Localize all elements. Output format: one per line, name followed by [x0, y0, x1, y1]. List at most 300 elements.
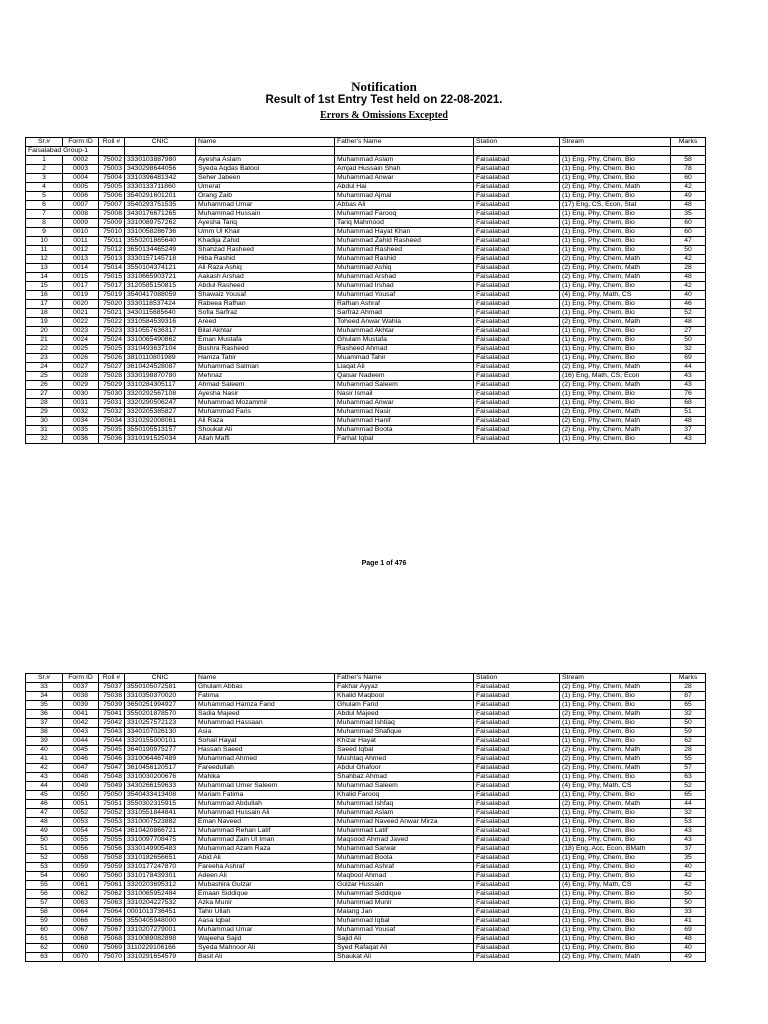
cell-marks: 57 [671, 764, 706, 773]
cell-cnic: 3550105513157 [125, 426, 196, 435]
group-row [26, 147, 706, 156]
cell-sr: 43 [26, 773, 63, 782]
table-row [26, 408, 706, 417]
cell-sr: 56 [26, 890, 63, 899]
cell-roll: 75020 [99, 300, 125, 309]
cell-father-name: Khalid Farooq [335, 791, 474, 800]
cell-marks: 42 [671, 881, 706, 890]
cell-roll: 75004 [99, 174, 125, 183]
cell-sr: 24 [26, 363, 63, 372]
cell-station: Faisalabad [474, 935, 560, 944]
cell-sr: 17 [26, 300, 63, 309]
cell-stream: (1) Eng, Phy, Chem, Bio [560, 327, 671, 336]
cell-marks: 40 [671, 944, 706, 953]
cell-cnic: 3610420866721 [125, 827, 196, 836]
cell-station: Faisalabad [474, 318, 560, 327]
cell-roll: 75058 [99, 854, 125, 863]
cell-cnic: 3310064467489 [125, 755, 196, 764]
cell-cnic: 3320290506247 [125, 399, 196, 408]
cell-sr: 59 [26, 917, 63, 926]
cell-father-name: Liaqat Ali [335, 363, 474, 372]
cell-stream: (1) Eng, Phy, Chem, Bio [560, 908, 671, 917]
cell-form-id: 0011 [63, 237, 99, 246]
cell-form-id: 0043 [63, 728, 99, 737]
cell-father-name: Shaukat Ali [335, 953, 474, 962]
table-row [26, 210, 706, 219]
cell-marks: 50 [671, 899, 706, 908]
cell-roll: 75046 [99, 755, 125, 764]
cell-sr: 63 [26, 953, 63, 962]
cell-marks: 28 [671, 683, 706, 692]
cell-cnic: 3310177247870 [125, 863, 196, 872]
cell-roll: 75002 [99, 156, 125, 165]
cell-form-id: 0027 [63, 363, 99, 372]
cell-marks: 65 [671, 701, 706, 710]
cell-father-name: Muhammad Arshad [335, 273, 474, 282]
cell-cnic: 3330118537424 [125, 300, 196, 309]
cell-stream: (1) Eng, Phy, Chem, Bio [560, 935, 671, 944]
cell-father-name: Muhammad Anwar [335, 174, 474, 183]
cell-father-name: Gulzar Hussain [335, 881, 474, 890]
cell-form-id: 0066 [63, 917, 99, 926]
cell-father-name: Muhammad Shafique [335, 728, 474, 737]
cell-station: Faisalabad [474, 926, 560, 935]
cell-name: Eman Mustafa [196, 336, 335, 345]
cell-stream: (1) Eng, Phy, Chem, Bio [560, 237, 671, 246]
cell-station: Faisalabad [474, 345, 560, 354]
cell-sr: 4 [26, 183, 63, 192]
cell-cnic: 3310396481342 [125, 174, 196, 183]
cell-stream: (1) Eng, Phy, Chem, Bio [560, 282, 671, 291]
cell-station: Faisalabad [474, 890, 560, 899]
table-row [26, 818, 706, 827]
column-header-name: Name [196, 674, 335, 683]
column-header-stream: Stream [560, 674, 671, 683]
cell-cnic: 3650251994927 [125, 701, 196, 710]
cell-form-id: 0038 [63, 692, 99, 701]
cell-father-name: Abbas Ali [335, 201, 474, 210]
cell-cnic: 3550104374121 [125, 264, 196, 273]
cell-father-name: Amjad Hussain Shah [335, 165, 474, 174]
cell-marks: 55 [671, 755, 706, 764]
cell-father-name: Khizar Hayat [335, 737, 474, 746]
table-row [26, 719, 706, 728]
cell-station: Faisalabad [474, 210, 560, 219]
cell-stream: (1) Eng, Phy, Chem, Bio [560, 737, 671, 746]
cell-roll: 75032 [99, 408, 125, 417]
cell-father-name: Mushtaq Ahmed [335, 755, 474, 764]
cell-cnic: 3310030200676 [125, 773, 196, 782]
cell-name: Muhammad Faris [196, 408, 335, 417]
cell-station: Faisalabad [474, 845, 560, 854]
cell-name: Rabeea Rafhan [196, 300, 335, 309]
cell-name: Hamza Tahir [196, 354, 335, 363]
cell-stream: (1) Eng, Phy, Chem, Bio [560, 863, 671, 872]
cell-stream: (1) Eng, Phy, Chem, Bio [560, 827, 671, 836]
cell-form-id: 0062 [63, 890, 99, 899]
cell-station: Faisalabad [474, 953, 560, 962]
cell-sr: 22 [26, 345, 63, 354]
cell-stream: (1) Eng, Phy, Chem, Bio [560, 890, 671, 899]
cell-station: Faisalabad [474, 228, 560, 237]
cell-marks: 63 [671, 773, 706, 782]
cell-station: Faisalabad [474, 255, 560, 264]
table-row [26, 764, 706, 773]
cell-name: Muhammad Umar [196, 201, 335, 210]
cell-name: Eman Naveed [196, 818, 335, 827]
cell-name: Mehnaz [196, 372, 335, 381]
cell-marks: 40 [671, 291, 706, 300]
cell-stream: (2) Eng, Phy, Chem, Math [560, 746, 671, 755]
cell-cnic: 3330198870780 [125, 372, 196, 381]
column-header-marks: Marks [671, 138, 706, 147]
cell-form-id: 0013 [63, 255, 99, 264]
cell-form-id: 0024 [63, 336, 99, 345]
cell-cnic: 3310584539316 [125, 318, 196, 327]
cell-sr: 53 [26, 863, 63, 872]
cell-stream: (1) Eng, Phy, Chem, Bio [560, 836, 671, 845]
table-row [26, 827, 706, 836]
table-row [26, 354, 706, 363]
cell-station: Faisalabad [474, 192, 560, 201]
cell-roll: 75050 [99, 791, 125, 800]
cell-sr: 10 [26, 237, 63, 246]
cell-cnic: 3610456120517 [125, 764, 196, 773]
cell-roll: 75006 [99, 192, 125, 201]
cell-name: Seher Jabeen [196, 174, 335, 183]
cell-name: Ayesha Tariq [196, 219, 335, 228]
cell-name: Areed [196, 318, 335, 327]
cell-cnic: 3320155000101 [125, 737, 196, 746]
cell-stream: (2) Eng, Phy, Chem, Math [560, 683, 671, 692]
cell-sr: 44 [26, 782, 63, 791]
cell-marks: 69 [671, 926, 706, 935]
cell-marks: 48 [671, 417, 706, 426]
cell-father-name: Muhammad Aslam [335, 156, 474, 165]
cell-form-id: 0025 [63, 345, 99, 354]
cell-cnic: 3430176671265 [125, 210, 196, 219]
cell-father-name: Muhammad Saleem [335, 381, 474, 390]
cell-roll: 75067 [99, 926, 125, 935]
cell-stream: (1) Eng, Phy, Chem, Bio [560, 701, 671, 710]
cell-father-name: Muhammad Iqbal [335, 917, 474, 926]
cell-form-id: 0003 [63, 165, 99, 174]
cell-marks: 52 [671, 309, 706, 318]
cell-form-id: 0019 [63, 291, 99, 300]
cell-roll: 75036 [99, 435, 125, 444]
cell-name: Allah Maffi [196, 435, 335, 444]
cell-cnic: 3550405948000 [125, 917, 196, 926]
table-row [26, 345, 706, 354]
cell-sr: 15 [26, 282, 63, 291]
cell-name: Hiba Rashid [196, 255, 335, 264]
cell-sr: 57 [26, 899, 63, 908]
cell-form-id: 0032 [63, 408, 99, 417]
cell-cnic: 3310058286736 [125, 228, 196, 237]
cell-form-id: 0012 [63, 246, 99, 255]
cell-father-name: Muhammad Sarwar [335, 845, 474, 854]
cell-roll: 75009 [99, 219, 125, 228]
cell-roll: 75045 [99, 746, 125, 755]
cell-stream: (1) Eng, Phy, Chem, Bio [560, 692, 671, 701]
table-row [26, 755, 706, 764]
cell-name: Muhammad Zain Ul Iman [196, 836, 335, 845]
cell-form-id: 0007 [63, 201, 99, 210]
cell-sr: 3 [26, 174, 63, 183]
cell-father-name: Ghulam Mustafa [335, 336, 474, 345]
cell-cnic: 3310097708475 [125, 836, 196, 845]
cell-roll: 75007 [99, 201, 125, 210]
cell-sr: 13 [26, 264, 63, 273]
cell-sr: 49 [26, 827, 63, 836]
cell-father-name: Muhammad Ajmal [335, 192, 474, 201]
cell-sr: 7 [26, 210, 63, 219]
cell-cnic: 3320292567108 [125, 390, 196, 399]
column-header-father-name: Father's Name [335, 138, 474, 147]
cell-name: Aasa Iqbal [196, 917, 335, 926]
table-row [26, 728, 706, 737]
cell-station: Faisalabad [474, 417, 560, 426]
cell-stream: (2) Eng, Phy, Chem, Math [560, 764, 671, 773]
table-row [26, 390, 706, 399]
cell-form-id: 0039 [63, 701, 99, 710]
cell-father-name: Muhammad Yousaf [335, 926, 474, 935]
cell-roll: 75010 [99, 228, 125, 237]
cell-cnic: 3310065952484 [125, 890, 196, 899]
cell-cnic: 3310089757262 [125, 219, 196, 228]
cell-form-id: 0037 [63, 683, 99, 692]
table-row [26, 845, 706, 854]
table-row [26, 381, 706, 390]
cell-sr: 55 [26, 881, 63, 890]
cell-marks: 27 [671, 327, 706, 336]
cell-station: Faisalabad [474, 809, 560, 818]
cell-form-id: 0020 [63, 300, 99, 309]
cell-marks: 51 [671, 408, 706, 417]
cell-marks: 60 [671, 174, 706, 183]
cell-father-name: Saeed Iqbal [335, 746, 474, 755]
cell-cnic: 3310204227532 [125, 899, 196, 908]
results-table-page-2 [25, 673, 706, 962]
cell-marks: 43 [671, 827, 706, 836]
cell-stream: (1) Eng, Phy, Chem, Bio [560, 336, 671, 345]
cell-marks: 47 [671, 237, 706, 246]
cell-stream: (2) Eng, Phy, Chem, Math [560, 183, 671, 192]
cell-father-name: Muhammad Rashid [335, 255, 474, 264]
table-row [26, 273, 706, 282]
cell-cnic: 3430298644056 [125, 165, 196, 174]
cell-marks: 33 [671, 908, 706, 917]
cell-stream: (1) Eng, Phy, Chem, Bio [560, 872, 671, 881]
cell-father-name: Muhammad Siddique [335, 890, 474, 899]
cell-father-name: Muammad Tahir [335, 354, 474, 363]
cell-sr: 2 [26, 165, 63, 174]
result-title: Result of 1st Entry Test held on 22-08-2021. [265, 94, 503, 106]
cell-sr: 31 [26, 426, 63, 435]
table-row [26, 899, 706, 908]
cell-father-name: Muhammad Farooq [335, 210, 474, 219]
cell-station: Faisalabad [474, 917, 560, 926]
cell-form-id: 0056 [63, 845, 99, 854]
cell-form-id: 0060 [63, 872, 99, 881]
cell-marks: 69 [671, 354, 706, 363]
cell-marks: 49 [671, 953, 706, 962]
cell-station: Faisalabad [474, 872, 560, 881]
cell-roll: 75028 [99, 372, 125, 381]
cell-form-id: 0008 [63, 210, 99, 219]
cell-name: Muhammad Abdullah [196, 800, 335, 809]
cell-name: Azka Munir [196, 899, 335, 908]
cell-sr: 32 [26, 435, 63, 444]
cell-form-id: 0002 [63, 156, 99, 165]
cell-name: Hassan Saeed [196, 746, 335, 755]
cell-sr: 62 [26, 944, 63, 953]
cell-cnic: 3540293751535 [125, 201, 196, 210]
cell-marks: 48 [671, 201, 706, 210]
cell-station: Faisalabad [474, 399, 560, 408]
cell-sr: 9 [26, 228, 63, 237]
cell-marks: 43 [671, 836, 706, 845]
cell-form-id: 0006 [63, 192, 99, 201]
cell-name: Ayesha Aslam [196, 156, 335, 165]
cell-cnic: 3310665903721 [125, 273, 196, 282]
cell-father-name: Fakhar Ayyaz [335, 683, 474, 692]
cell-name: Muhammad Umar [196, 926, 335, 935]
cell-sr: 19 [26, 318, 63, 327]
cell-father-name: Ghulam Farid [335, 701, 474, 710]
cell-form-id: 0023 [63, 327, 99, 336]
table-row [26, 683, 706, 692]
cell-marks: 65 [671, 791, 706, 800]
cell-station: Faisalabad [474, 156, 560, 165]
cell-form-id: 0068 [63, 935, 99, 944]
table-row [26, 944, 706, 953]
table-row [26, 255, 706, 264]
cell-roll: 75015 [99, 273, 125, 282]
cell-station: Faisalabad [474, 174, 560, 183]
cell-roll: 75049 [99, 782, 125, 791]
cell-station: Faisalabad [474, 728, 560, 737]
column-header-marks: Marks [671, 674, 706, 683]
cell-station: Faisalabad [474, 426, 560, 435]
cell-form-id: 0034 [63, 417, 99, 426]
table-row [26, 219, 706, 228]
table-row [26, 264, 706, 273]
cell-stream: (1) Eng, Phy, Chem, Bio [560, 354, 671, 363]
cell-roll: 75011 [99, 237, 125, 246]
table-row [26, 363, 706, 372]
cell-stream: (4) Eng, Phy, Math, CS [560, 881, 671, 890]
cell-stream: (1) Eng, Phy, Chem, Bio [560, 728, 671, 737]
cell-stream: (4) Eng, Phy, Math, CS [560, 291, 671, 300]
cell-cnic: 3310291654579 [125, 953, 196, 962]
cell-stream: (1) Eng, Phy, Chem, Bio [560, 854, 671, 863]
cell-roll: 75008 [99, 210, 125, 219]
table-row [26, 237, 706, 246]
cell-marks: 41 [671, 917, 706, 926]
cell-form-id: 0063 [63, 899, 99, 908]
cell-station: Faisalabad [474, 237, 560, 246]
cell-name: Muhammad Hassaan [196, 719, 335, 728]
cell-father-name: Farhat Iqbal [335, 435, 474, 444]
cell-station: Faisalabad [474, 791, 560, 800]
cell-form-id: 0051 [63, 800, 99, 809]
table-row [26, 791, 706, 800]
cell-stream: (1) Eng, Phy, Chem, Bio [560, 944, 671, 953]
cell-father-name: Muhammad Ashraf [335, 863, 474, 872]
cell-father-name: Syed Rafaqat Ali [335, 944, 474, 953]
cell-station: Faisalabad [474, 336, 560, 345]
cell-sr: 48 [26, 818, 63, 827]
cell-father-name: Rafhan Ashraf [335, 300, 474, 309]
cell-name: Muhammad Umer Saleem [196, 782, 335, 791]
table-row [26, 417, 706, 426]
cell-stream: (16) Eng, Math, CS, Econ [560, 372, 671, 381]
cell-father-name: Muhammad Aslam [335, 809, 474, 818]
cell-station: Faisalabad [474, 710, 560, 719]
cell-father-name: Muhammad Anwar [335, 399, 474, 408]
cell-stream: (1) Eng, Phy, Chem, Bio [560, 210, 671, 219]
cell-form-id: 0015 [63, 273, 99, 282]
cell-stream: (1) Eng, Phy, Chem, Bio [560, 246, 671, 255]
cell-name: Muhammad Ahmed [196, 755, 335, 764]
cell-sr: 54 [26, 872, 63, 881]
cell-station: Faisalabad [474, 881, 560, 890]
cell-name: Emaan Siddique [196, 890, 335, 899]
table-row [26, 192, 706, 201]
cell-cnic: 3310284305117 [125, 381, 196, 390]
cell-marks: 59 [671, 728, 706, 737]
table-row [26, 917, 706, 926]
cell-name: Tahir Ullah [196, 908, 335, 917]
cell-sr: 11 [26, 246, 63, 255]
cell-roll: 75031 [99, 399, 125, 408]
cell-sr: 21 [26, 336, 63, 345]
group-label: Faisalabad Group-1 [26, 147, 99, 156]
cell-name: Umm Ul Khair [196, 228, 335, 237]
cell-stream: (2) Eng, Phy, Chem, Math [560, 318, 671, 327]
cell-name: Abid Ali [196, 854, 335, 863]
cell-marks: 43 [671, 372, 706, 381]
cell-form-id: 0067 [63, 926, 99, 935]
cell-stream: (2) Eng, Phy, Chem, Math [560, 417, 671, 426]
cell-marks: 87 [671, 692, 706, 701]
table-row [26, 863, 706, 872]
column-header-sr: Sr.# [26, 138, 63, 147]
column-header-name: Name [196, 138, 335, 147]
cell-form-id: 0030 [63, 390, 99, 399]
cell-marks: 52 [671, 782, 706, 791]
cell-cnic: 3310557636317 [125, 327, 196, 336]
table-row [26, 300, 706, 309]
cell-marks: 50 [671, 246, 706, 255]
cell-name: Fareeha Ashraf [196, 863, 335, 872]
cell-roll: 75023 [99, 327, 125, 336]
cell-name: Muhammad Salman [196, 363, 335, 372]
cell-stream: (2) Eng, Phy, Chem, Math [560, 363, 671, 372]
cell-father-name: Muhammad Saleem [335, 782, 474, 791]
cell-form-id: 0036 [63, 435, 99, 444]
cell-cnic: 3540291601201 [125, 192, 196, 201]
cell-station: Faisalabad [474, 309, 560, 318]
cell-marks: 48 [671, 318, 706, 327]
cell-marks: 37 [671, 426, 706, 435]
cell-marks: 43 [671, 435, 706, 444]
cell-father-name: Nasir Ismail [335, 390, 474, 399]
cell-form-id: 0035 [63, 426, 99, 435]
cell-stream: (1) Eng, Phy, Chem, Bio [560, 435, 671, 444]
cell-station: Faisalabad [474, 408, 560, 417]
